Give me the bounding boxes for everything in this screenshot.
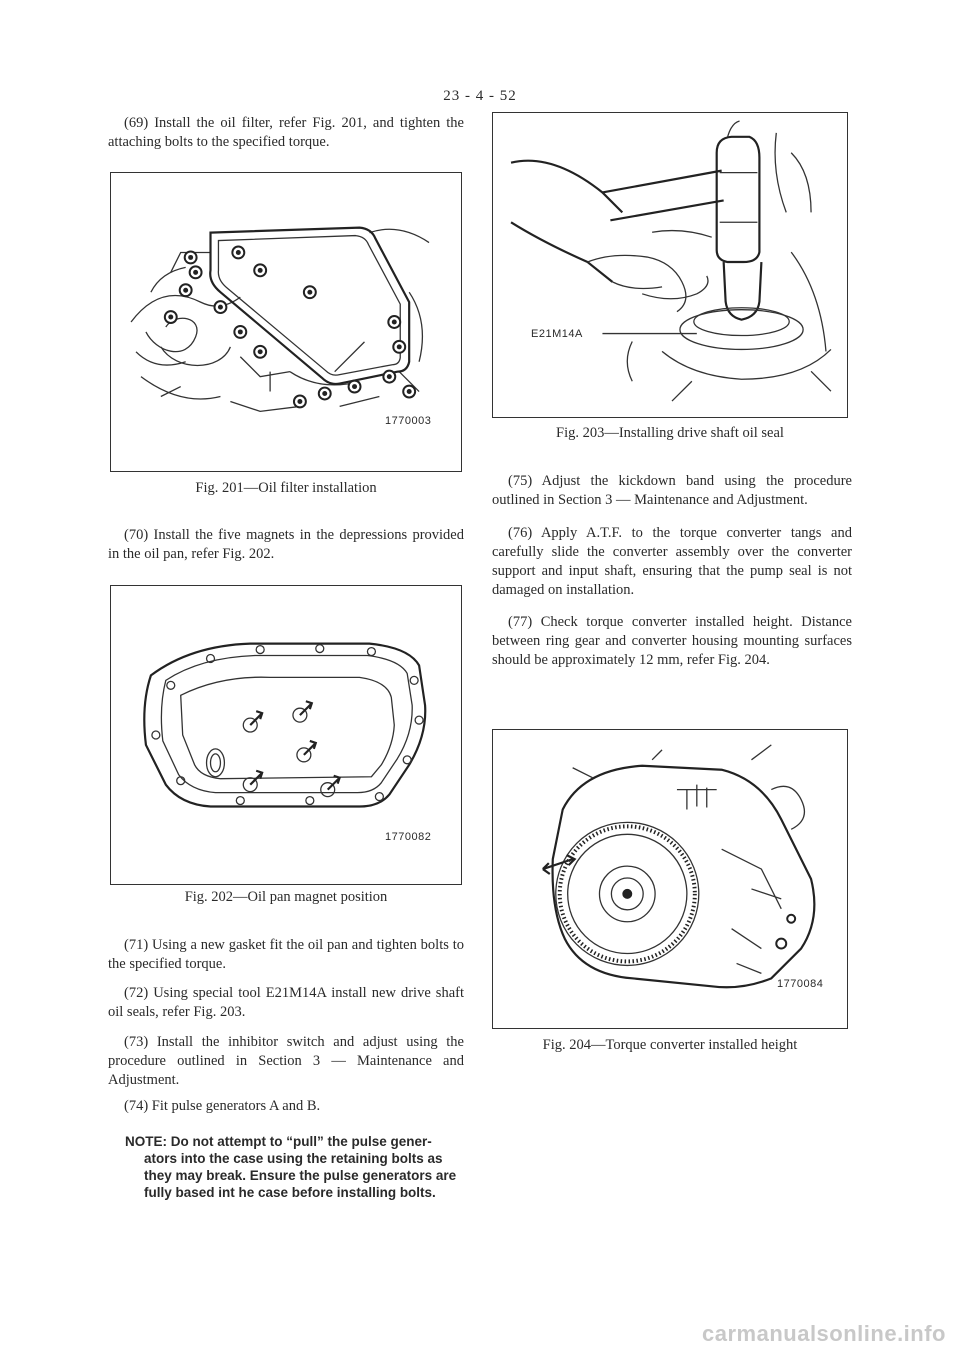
step-72-text: (72) Using special tool E21M14A install new drive shaft oil seals, refer Fig. 203.: [108, 985, 464, 1020]
footer-site-watermark: carmanualsonline.info: [702, 1321, 946, 1346]
figure-201-code: 1770003: [385, 415, 432, 427]
note-first-line: NOTE: Do not attempt to “pull” the pulse gener-: [125, 1134, 432, 1149]
figure-201: [110, 172, 462, 472]
figure-201-caption: Fig. 201—Oil filter installation: [195, 480, 377, 496]
figure-203-caption: Fig. 203—Installing drive shaft oil seal: [556, 425, 784, 441]
hammer-seal-installer-illustration-icon: [493, 113, 847, 417]
page-number: 23 - 4 - 52: [443, 88, 517, 104]
figure-202: [110, 585, 462, 885]
step-77-text: (77) Check torque converter installed height. Distance between ring gear and converter housing mounting surfaces should be approximately 12 mm, refer Fig. 204.: [492, 614, 852, 668]
note-block: [125, 1133, 464, 1201]
figure-204-code: 1770084: [777, 978, 824, 990]
note-rest: ators into the case using the retaining bolts as they may break. Ensure the pulse generators are fully based int he case before installing bolts.: [144, 1151, 457, 1200]
step-70-text: (70) Install the five magnets in the depressions provided in the oil pan, refer Fig. 202.: [108, 527, 464, 562]
step-73-text: (73) Install the inhibitor switch and adjust using the procedure outlined in Section 3 — Maintenance and Adjustment.: [108, 1034, 464, 1088]
step-76-text: (76) Apply A.T.F. to the torque converter tangs and carefully slide the converter assembly over the converter support and input shaft, ensuring that the pump seal is not damaged on installation.: [492, 525, 852, 598]
figure-203: [492, 112, 848, 418]
figure-202-caption: Fig. 202—Oil pan magnet position: [184, 889, 388, 905]
figure-202-code: 1770082: [385, 831, 432, 843]
figure-204: [492, 729, 848, 1029]
figure-204-caption: Fig. 204—Torque converter installed height: [542, 1037, 798, 1053]
step-75-text: (75) Adjust the kickdown band using the procedure outlined in Section 3 — Maintenance and Adjustment.: [492, 473, 852, 508]
step-69-text: (69) Install the oil filter, refer Fig. 201, and tighten the attaching bolts to the specified torque.: [108, 115, 464, 150]
figure-203-tool-label: E21M14A: [531, 328, 583, 340]
step-74-text: (74) Fit pulse generators A and B.: [124, 1098, 321, 1114]
step-71-text: (71) Using a new gasket fit the oil pan and tighten bolts to the specified torque.: [108, 937, 464, 972]
